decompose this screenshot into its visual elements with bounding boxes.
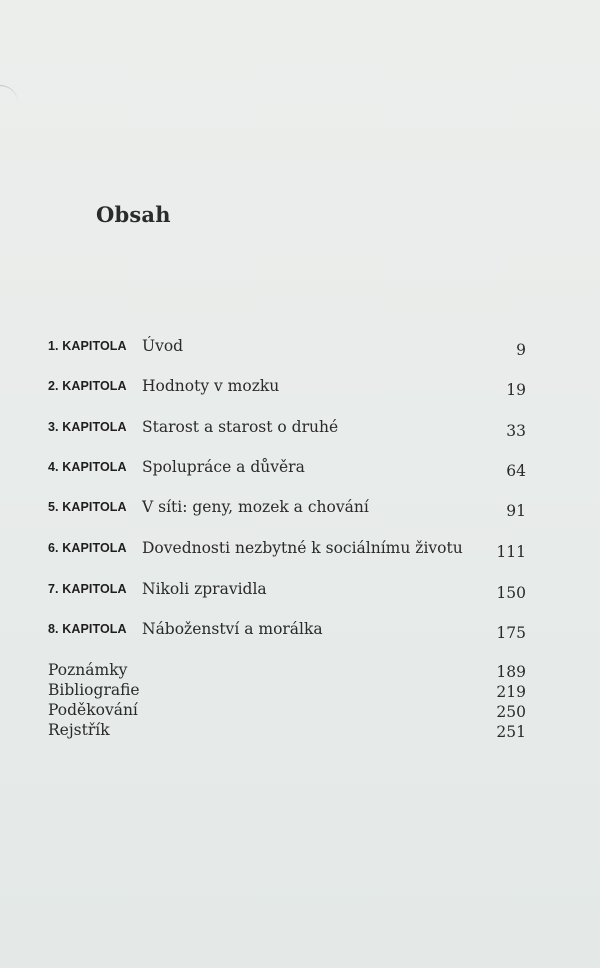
chapter-page-number: 150 [496, 584, 526, 602]
chapter-page-number: 64 [506, 462, 526, 480]
chapter-page-number: 19 [506, 381, 526, 399]
chapter-page-number: 175 [496, 624, 526, 642]
toc-entry-index[interactable] [0, 721, 600, 741]
toc-entry-chapter-7[interactable] [0, 580, 600, 604]
toc-entry-bibliography[interactable] [0, 681, 600, 701]
chapter-label: 7. KAPITOLA [48, 582, 127, 596]
chapter-label: 3. KAPITOLA [48, 420, 127, 434]
back-matter-page-number: 251 [496, 723, 526, 741]
chapter-page-number: 33 [506, 422, 526, 440]
chapter-label: 4. KAPITOLA [48, 460, 127, 474]
back-matter-page-number: 219 [496, 683, 526, 701]
chapter-page-number: 111 [496, 543, 526, 561]
chapter-label: 1. KAPITOLA [48, 339, 127, 353]
chapter-title: Nikoli zpravidla [142, 580, 267, 598]
chapter-title: Hodnoty v mozku [142, 377, 280, 395]
toc-entry-acknowledgements[interactable] [0, 701, 600, 721]
chapter-label: 6. KAPITOLA [48, 541, 127, 555]
chapter-label: 5. KAPITOLA [48, 500, 127, 514]
toc-entry-chapter-4[interactable] [0, 458, 600, 482]
page-edge-mark [0, 85, 18, 116]
back-matter-page-number: 189 [496, 663, 526, 681]
chapter-title: Starost a starost o druhé [142, 418, 339, 436]
toc-entry-chapter-2[interactable] [0, 377, 600, 401]
toc-entry-chapter-3[interactable] [0, 418, 600, 442]
toc-entry-chapter-1[interactable] [0, 337, 600, 361]
chapter-page-number: 91 [506, 502, 526, 520]
back-matter-title: Poděkování [48, 701, 138, 719]
chapter-label: 2. KAPITOLA [48, 379, 127, 393]
back-matter-page-number: 250 [496, 703, 526, 721]
chapter-title: Dovednosti nezbytné k sociálnímu životu [142, 539, 463, 557]
chapter-title: Náboženství a morálka [142, 620, 323, 638]
toc-entry-chapter-6[interactable] [0, 539, 600, 563]
toc-entry-chapter-5[interactable] [0, 498, 600, 522]
back-matter-title: Poznámky [48, 661, 128, 679]
back-matter-title: Rejstřík [48, 721, 110, 739]
chapter-title: Spolupráce a důvěra [142, 458, 305, 476]
toc-entry-notes[interactable] [0, 661, 600, 681]
toc-entry-chapter-8[interactable] [0, 620, 600, 644]
back-matter-title: Bibliografie [48, 681, 140, 699]
chapter-label: 8. KAPITOLA [48, 622, 127, 636]
toc-title: Obsah [96, 202, 171, 227]
chapter-title: V síti: geny, mozek a chování [142, 498, 369, 516]
chapter-page-number: 9 [516, 341, 526, 359]
chapter-title: Úvod [142, 337, 184, 355]
